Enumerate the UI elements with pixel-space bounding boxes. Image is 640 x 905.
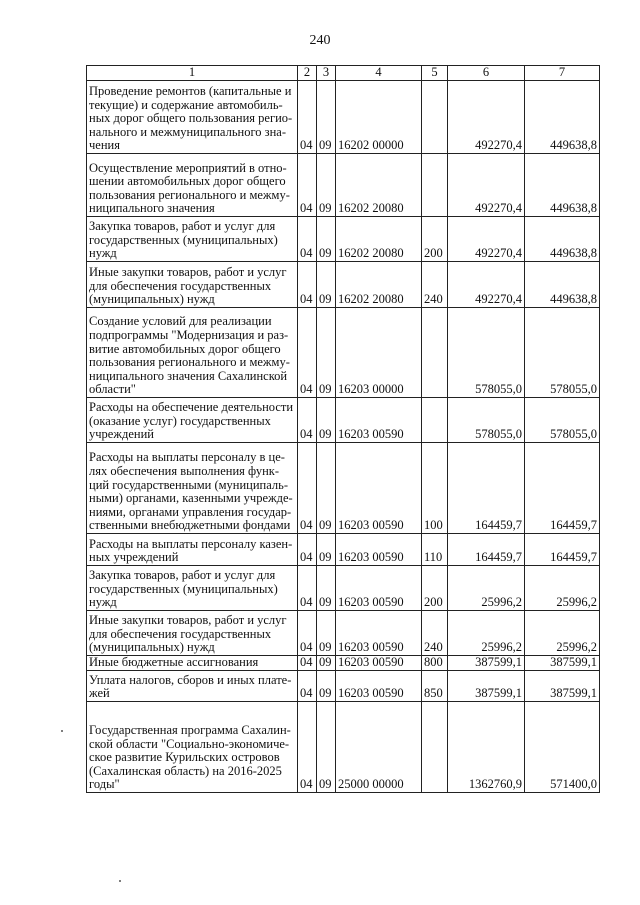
row-name-cell: Иные бюджетные ассигнования bbox=[87, 656, 298, 671]
table-cell-c3: 09 bbox=[317, 656, 336, 671]
table-cell-c6: 492270,4 bbox=[448, 262, 525, 308]
table-cell-c4: 25000 00000 bbox=[336, 702, 422, 793]
table-cell-c3: 09 bbox=[317, 566, 336, 611]
table-cell-c6: 578055,0 bbox=[448, 398, 525, 443]
row-name-cell: Закупка товаров, работ и услуг для государственных (муниципальных) нужд bbox=[87, 566, 298, 611]
column-header: 3 bbox=[317, 66, 336, 81]
table-cell-c4: 16203 00000 bbox=[336, 308, 422, 398]
table-cell-c5: 200 bbox=[422, 217, 448, 262]
column-header: 1 bbox=[87, 66, 298, 81]
table-row bbox=[87, 217, 600, 262]
table-header-row bbox=[87, 66, 600, 81]
table-cell-c2: 04 bbox=[298, 566, 317, 611]
table-cell-c6: 387599,1 bbox=[448, 656, 525, 671]
row-name-cell: Государственная программа Сахалин- ской области "Социально-экономиче- ское развитие Курильских островов (Сахалинская область) на 2016-2025 годы" bbox=[87, 702, 298, 793]
scan-speck bbox=[61, 730, 63, 732]
table-cell-c3: 09 bbox=[317, 154, 336, 217]
table-row bbox=[87, 308, 600, 398]
table-cell-c5: 100 bbox=[422, 443, 448, 534]
row-name-cell: Расходы на обеспечение деятельности (оказание услуг) государственных учреждений bbox=[87, 398, 298, 443]
row-name-cell: Осуществление мероприятий в отно- шении автомобильных дорог общего пользования регионального и межму- ниципального значения bbox=[87, 154, 298, 217]
table-cell-c4: 16202 20080 bbox=[336, 217, 422, 262]
table-cell-c7: 578055,0 bbox=[525, 308, 600, 398]
table-cell-c2: 04 bbox=[298, 443, 317, 534]
table-cell-c2: 04 bbox=[298, 154, 317, 217]
table-cell-c6: 1362760,9 bbox=[448, 702, 525, 793]
table-cell-c6: 578055,0 bbox=[448, 308, 525, 398]
table-cell-c4: 16202 20080 bbox=[336, 154, 422, 217]
table-row bbox=[87, 262, 600, 308]
table-cell-c5 bbox=[422, 398, 448, 443]
table-cell-c7: 449638,8 bbox=[525, 81, 600, 154]
column-header: 6 bbox=[448, 66, 525, 81]
table-cell-c6: 387599,1 bbox=[448, 671, 525, 702]
table-row bbox=[87, 154, 600, 217]
table-cell-c7: 449638,8 bbox=[525, 262, 600, 308]
table-cell-c7: 449638,8 bbox=[525, 154, 600, 217]
row-name-cell: Создание условий для реализации подпрограммы "Модернизация и раз- витие автомобильных дорог общего пользования регионального и межму- ниципального значения Сахалинской области" bbox=[87, 308, 298, 398]
table-cell-c4: 16203 00590 bbox=[336, 398, 422, 443]
table-cell-c7: 25996,2 bbox=[525, 566, 600, 611]
table-cell-c4: 16203 00590 bbox=[336, 656, 422, 671]
row-name-cell: Проведение ремонтов (капитальные и текущие) и содержание автомобиль- ных дорог общего пользования регио- нального и межмуниципального зна- чения bbox=[87, 81, 298, 154]
row-name-cell: Иные закупки товаров, работ и услуг для обеспечения государственных (муниципальных) нужд bbox=[87, 262, 298, 308]
table-cell-c3: 09 bbox=[317, 398, 336, 443]
table-cell-c5 bbox=[422, 154, 448, 217]
table-cell-c7: 387599,1 bbox=[525, 656, 600, 671]
table-cell-c5: 110 bbox=[422, 534, 448, 566]
table-cell-c2: 04 bbox=[298, 671, 317, 702]
table-row bbox=[87, 398, 600, 443]
table-cell-c4: 16203 00590 bbox=[336, 611, 422, 656]
table-cell-c2: 04 bbox=[298, 81, 317, 154]
table-cell-c4: 16203 00590 bbox=[336, 443, 422, 534]
scan-speck bbox=[119, 880, 121, 882]
page-number: 240 bbox=[309, 33, 331, 48]
column-header: 4 bbox=[336, 66, 422, 81]
table-cell-c3: 09 bbox=[317, 671, 336, 702]
table-cell-c5 bbox=[422, 308, 448, 398]
table-row bbox=[87, 671, 600, 702]
table-cell-c3: 09 bbox=[317, 81, 336, 154]
row-name-cell: Иные закупки товаров, работ и услуг для обеспечения государственных (муниципальных) нужд bbox=[87, 611, 298, 656]
table-cell-c2: 04 bbox=[298, 308, 317, 398]
table-row bbox=[87, 534, 600, 566]
table-cell-c2: 04 bbox=[298, 702, 317, 793]
table-cell-c3: 09 bbox=[317, 611, 336, 656]
budget-table bbox=[86, 65, 600, 793]
table-cell-c3: 09 bbox=[317, 702, 336, 793]
table-cell-c3: 09 bbox=[317, 262, 336, 308]
table-row bbox=[87, 702, 600, 793]
table-cell-c2: 04 bbox=[298, 398, 317, 443]
table-cell-c3: 09 bbox=[317, 217, 336, 262]
table-cell-c4: 16203 00590 bbox=[336, 534, 422, 566]
table-cell-c6: 492270,4 bbox=[448, 154, 525, 217]
table-cell-c6: 164459,7 bbox=[448, 443, 525, 534]
table-row bbox=[87, 611, 600, 656]
table-cell-c5: 240 bbox=[422, 262, 448, 308]
table-cell-c3: 09 bbox=[317, 443, 336, 534]
table-cell-c5: 200 bbox=[422, 566, 448, 611]
column-header: 5 bbox=[422, 66, 448, 81]
row-name-cell: Уплата налогов, сборов и иных плате- жей bbox=[87, 671, 298, 702]
table-cell-c7: 571400,0 bbox=[525, 702, 600, 793]
table-cell-c5 bbox=[422, 81, 448, 154]
column-header: 7 bbox=[525, 66, 600, 81]
table-cell-c7: 25996,2 bbox=[525, 611, 600, 656]
table-cell-c7: 164459,7 bbox=[525, 534, 600, 566]
table-cell-c3: 09 bbox=[317, 308, 336, 398]
table-cell-c6: 164459,7 bbox=[448, 534, 525, 566]
table-cell-c2: 04 bbox=[298, 217, 317, 262]
table-cell-c6: 25996,2 bbox=[448, 611, 525, 656]
row-name-cell: Расходы на выплаты персоналу в це- лях обеспечения выполнения функ- ций государственными (муниципаль- ными) органами, казенными учрежде- ниями, органами управления государ- ственными внебюджетными фондами bbox=[87, 443, 298, 534]
table-cell-c2: 04 bbox=[298, 534, 317, 566]
table-cell-c7: 449638,8 bbox=[525, 217, 600, 262]
table-row bbox=[87, 81, 600, 154]
table-cell-c6: 25996,2 bbox=[448, 566, 525, 611]
table-cell-c5 bbox=[422, 702, 448, 793]
row-name-cell: Расходы на выплаты персоналу казен- ных учреждений bbox=[87, 534, 298, 566]
table-row bbox=[87, 443, 600, 534]
table-row bbox=[87, 656, 600, 671]
table-cell-c4: 16202 00000 bbox=[336, 81, 422, 154]
table-cell-c2: 04 bbox=[298, 262, 317, 308]
table-cell-c7: 387599,1 bbox=[525, 671, 600, 702]
table-row bbox=[87, 566, 600, 611]
table-cell-c6: 492270,4 bbox=[448, 217, 525, 262]
table-cell-c5: 800 bbox=[422, 656, 448, 671]
table-cell-c4: 16203 00590 bbox=[336, 566, 422, 611]
table-cell-c2: 04 bbox=[298, 611, 317, 656]
table-cell-c4: 16202 20080 bbox=[336, 262, 422, 308]
row-name-cell: Закупка товаров, работ и услуг для государственных (муниципальных) нужд bbox=[87, 217, 298, 262]
table-cell-c7: 164459,7 bbox=[525, 443, 600, 534]
column-header: 2 bbox=[298, 66, 317, 81]
table-cell-c4: 16203 00590 bbox=[336, 671, 422, 702]
table-cell-c5: 240 bbox=[422, 611, 448, 656]
table-cell-c7: 578055,0 bbox=[525, 398, 600, 443]
table-cell-c3: 09 bbox=[317, 534, 336, 566]
table-cell-c5: 850 bbox=[422, 671, 448, 702]
table-cell-c6: 492270,4 bbox=[448, 81, 525, 154]
table-cell-c2: 04 bbox=[298, 656, 317, 671]
